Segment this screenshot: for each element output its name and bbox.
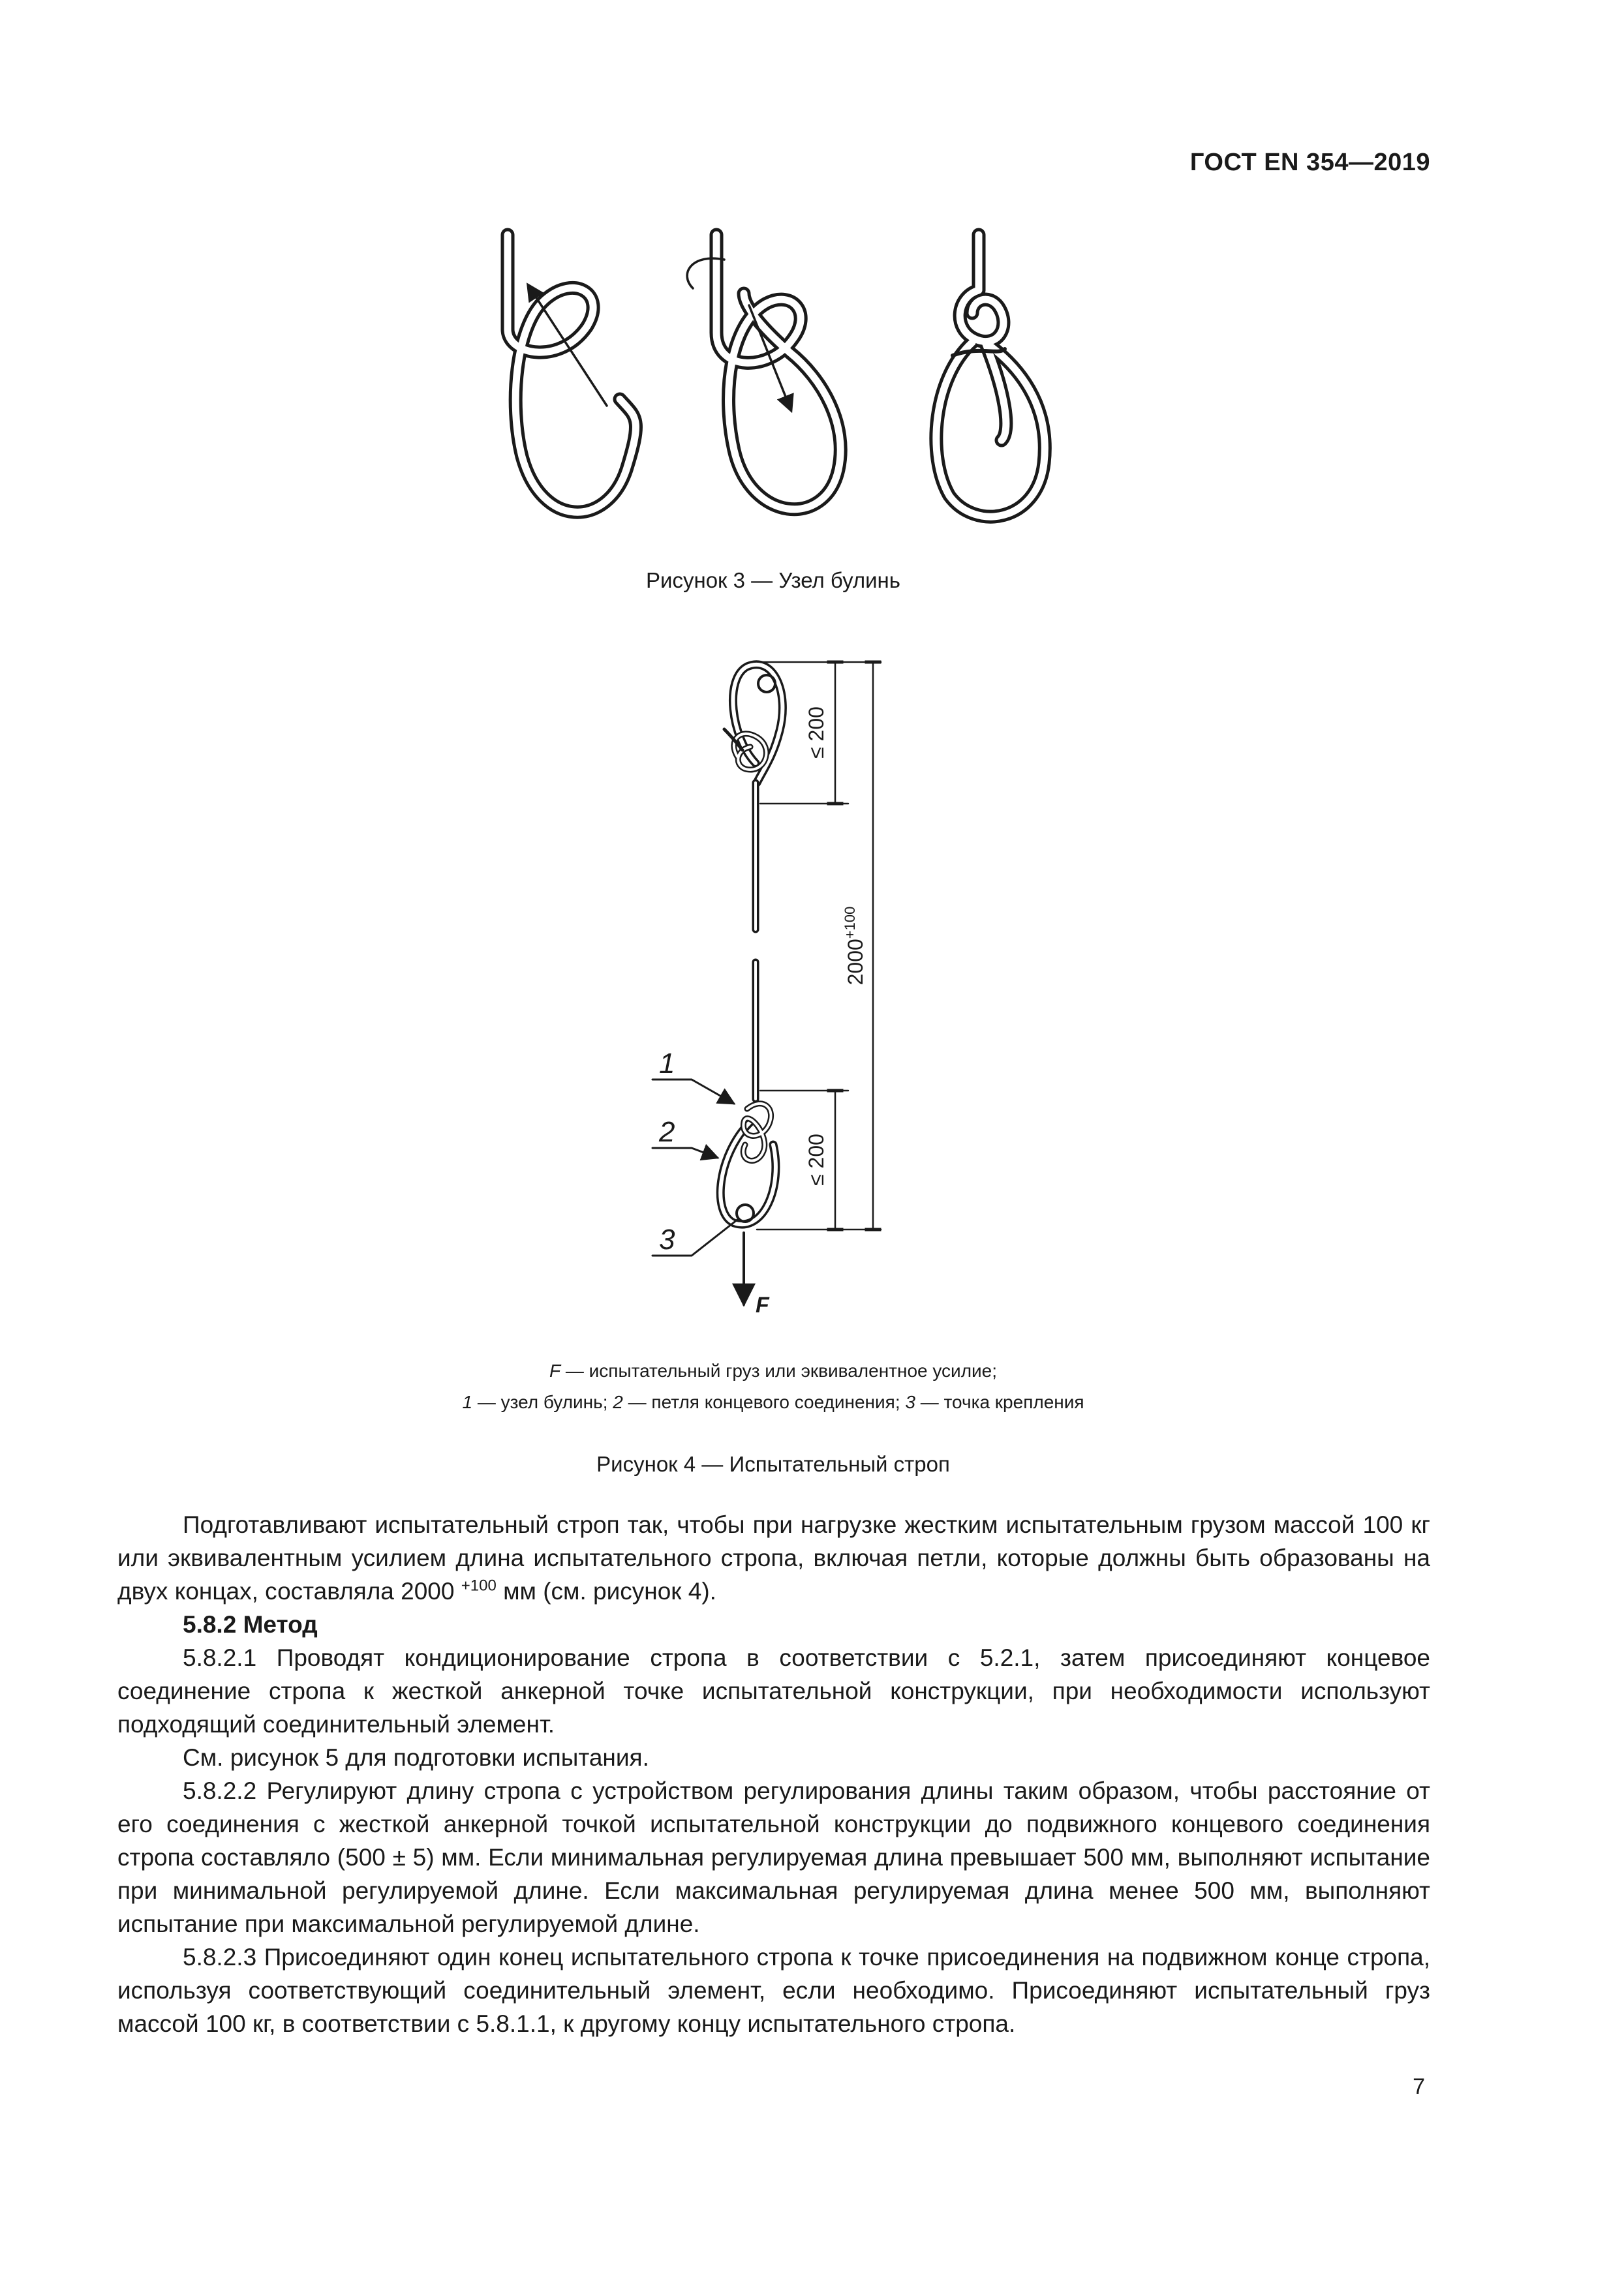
paragraph-5-8-2-3: 5.8.2.3 Присоединяют один конец испытательного стропа к точке присоединения на подвижном конце стропа, используя соответствующий соединительный элемент, если необходимо. Присоединяют испытательный груз массой 100 кг, в соответствии с 5.8.1.1, к другому концу испытательного стропа.	[117, 1944, 1430, 2037]
paragraph-5-8-2-1: 5.8.2.1 Проводят кондиционирование стропа в соответствии с 5.2.1, затем присоединяют концевое соединение стропа к жесткой анкерной точке испытательной конструкции, при необходимости используют подходящий соединительный элемент.	[117, 1644, 1430, 1738]
figure-4-legend	[0, 1355, 1546, 1418]
legend-line-2	[0, 1387, 1546, 1418]
dim-bottom-label: ≤ 200	[804, 1134, 828, 1186]
dim-total-sup: +100	[842, 906, 858, 939]
legend-text-f: — испытательный груз или эквивалентное усилие;	[560, 1361, 998, 1381]
paragraph-see-figure-5: См. рисунок 5 для подготовки испытания.	[183, 1744, 649, 1771]
legend-text-2: — петля концевого соединения;	[622, 1392, 906, 1412]
dim-total-base: 2000	[844, 939, 867, 986]
legend-line-1	[0, 1355, 1546, 1387]
bowline-step-2	[687, 235, 840, 509]
callout-2: 2	[659, 1116, 675, 1148]
top-end-loop	[724, 665, 782, 783]
figure-3-caption: Рисунок 3 — Узел булинь	[646, 568, 900, 592]
figure-4-test-lanyard-illustration	[0, 646, 1624, 1331]
callout-3: 3	[659, 1224, 675, 1256]
paragraph-prepare	[117, 1508, 1430, 1608]
tolerance-superscript: +100	[461, 1577, 497, 1595]
figure-3-bowline-illustration	[0, 215, 1624, 541]
force-label: F	[756, 1293, 769, 1318]
legend-symbol-f: F	[549, 1361, 561, 1381]
legend-text-3: — точка крепления	[915, 1392, 1084, 1412]
paragraph-prepare-end: мм (см. рисунок 4).	[496, 1578, 716, 1605]
legend-num-2: 2	[613, 1392, 623, 1412]
bowline-step-1	[508, 235, 636, 512]
document-header: ГОСТ EN 354—2019	[1189, 149, 1430, 176]
bottom-end-loop	[720, 1104, 776, 1224]
paragraph-5-8-2-2: 5.8.2.2 Регулируют длину стропа с устройством регулирования длины таким образом, чтобы расстояние от его соединения с жесткой анкерной точкой испытательной конструкции до подвижного концевого соединения стропа составляло (500 ± 5) мм. Если минимальная регулируемая длина превышает 500 мм, выполняют испытание при минимальной регулируемой длине. Если максимальная регулируемая длина менее 500 мм, выполняют испытание при максимальной регулируемой длине.	[117, 1777, 1430, 1937]
legend-text-1: — узел булинь;	[472, 1392, 613, 1412]
section-heading-5-8-2: 5.8.2 Метод	[183, 1611, 318, 1638]
page-number: 7	[1413, 2074, 1425, 2099]
body-text	[117, 1508, 1430, 2040]
bowline-step-3	[936, 235, 1045, 517]
paragraph-prepare-main: Подготавливают испытательный строп так, чтобы при нагрузке жестким испытательным грузом массой 100 кг или эквивалентным усилием длина испытательного стропа, включая петли, которые должны быть образованы на двух концах, составляла 2000	[117, 1511, 1430, 1605]
callout-1: 1	[659, 1048, 675, 1080]
dim-top-label: ≤ 200	[804, 706, 828, 759]
legend-num-3: 3	[905, 1392, 915, 1412]
figure-4-caption: Рисунок 4 — Испытательный строп	[596, 1452, 950, 1476]
dim-total-label	[842, 907, 867, 986]
legend-num-1: 1	[462, 1392, 473, 1412]
